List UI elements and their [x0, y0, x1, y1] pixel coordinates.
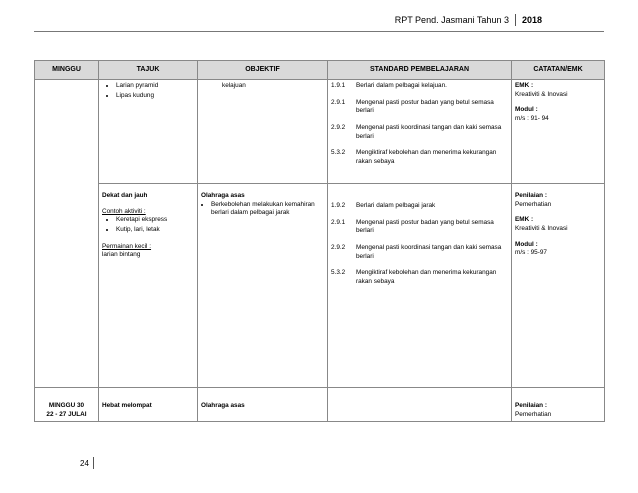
tajuk-cell — [99, 184, 198, 388]
standard-cell — [328, 184, 512, 388]
standard-item — [331, 269, 508, 286]
permainan-label: Permainan kecil : — [102, 242, 152, 250]
header-standard: STANDARD PEMBELAJARAN — [328, 61, 512, 80]
header-tajuk: TAJUK — [99, 61, 198, 80]
header-year: 2018 — [521, 15, 542, 25]
standard-code: 2.9.1 — [331, 98, 346, 106]
standard-item — [331, 149, 508, 166]
minggu-cell-empty — [35, 80, 99, 388]
standard-item — [331, 219, 508, 236]
header-objektif: OBJEKTIF — [198, 61, 328, 80]
emk-label: EMK : — [515, 216, 534, 224]
objektif-title: Olahraga asas — [201, 192, 245, 199]
standard-text: Mengenal pasti postur badan yang betul semasa berlari — [356, 218, 494, 235]
standard-code: 5.3.2 — [331, 269, 346, 277]
standard-text: Mengenal pasti koordinasi tangan dan kaki semasa berlari — [356, 123, 502, 140]
tajuk-title: Hebat melompat — [102, 402, 152, 409]
standard-text: Berlari dalam pelbagai kelajuan. — [356, 82, 447, 89]
standard-code: 2.9.2 — [331, 123, 346, 131]
header-rule — [34, 31, 604, 32]
modul-label: Modul : — [515, 240, 538, 248]
penilaian-label: Penilaian : — [515, 402, 547, 409]
permainan-value: larian bintang — [102, 251, 141, 259]
standard-code: 5.3.2 — [331, 149, 346, 157]
standard-text: Mengiktiraf kebolehan dan menerima kekurangan rakan sebaya — [356, 149, 497, 165]
minggu-number: MINGGU 30 — [48, 402, 85, 409]
aktiviti-label: Contoh aktiviti : — [102, 207, 146, 215]
standard-code: 1.9.1 — [331, 82, 346, 89]
header-catatan: CATATAN/EMK — [512, 61, 605, 80]
page-number: 24 — [80, 458, 89, 468]
table-row — [35, 80, 605, 184]
catatan-cell — [512, 184, 605, 388]
standard-item — [331, 202, 508, 211]
tajuk-cell — [99, 80, 198, 184]
standard-text: Berlari dalam pelbagai jarak — [356, 202, 436, 209]
list-item: • Lipas kudung — [116, 92, 194, 101]
penilaian-value: Pemerhatian — [515, 410, 552, 418]
table-row — [35, 388, 605, 422]
standard-cell — [328, 388, 512, 422]
emk-label: EMK : — [515, 82, 534, 89]
objektif-text: kelajuan — [222, 82, 246, 89]
emk-value: Kreativiti & Inovasi — [515, 224, 568, 232]
catatan-cell — [512, 80, 605, 184]
objektif-cell — [198, 80, 328, 184]
standard-code: 2.9.1 — [331, 218, 346, 226]
standard-item — [331, 82, 508, 91]
catatan-cell — [512, 388, 605, 422]
tajuk-cell — [99, 388, 198, 422]
list-item: • Larian pyramid — [116, 82, 194, 91]
page-header — [395, 14, 542, 26]
standard-item — [331, 99, 508, 116]
header-title: RPT Pend. Jasmani Tahun 3 — [394, 15, 509, 25]
list-item: • Kutip, lari, letak — [116, 226, 194, 235]
standard-item — [331, 244, 508, 261]
footer-separator — [93, 457, 94, 469]
standard-text: Mengenal pasti postur badan yang betul semasa berlari — [356, 98, 494, 115]
minggu-dates: 22 - 27 JULAI — [46, 410, 87, 418]
table-header-row — [35, 61, 605, 80]
objektif-cell — [198, 184, 328, 388]
list-item: • Berkebolehan melakukan kemahiran berlari dalam pelbagai jarak — [211, 201, 324, 218]
standard-text: Mengenal pasti koordinasi tangan dan kaki semasa berlari — [356, 243, 502, 260]
emk-value: Kreativiti & Inovasi — [515, 90, 568, 98]
modul-value: m/s : 91- 94 — [515, 114, 549, 122]
standard-code: 2.9.2 — [331, 243, 346, 251]
objektif-cell — [198, 388, 328, 422]
page-footer — [80, 457, 94, 469]
tajuk-title: Dekat dan jauh — [102, 192, 148, 199]
objektif-title: Olahraga asas — [201, 402, 245, 409]
standard-text: Mengiktiraf kebolehan dan menerima kekurangan rakan sebaya — [356, 269, 497, 285]
minggu-cell — [35, 388, 99, 422]
penilaian-value: Pemerhatian — [515, 200, 552, 208]
header-minggu: MINGGU — [35, 61, 99, 80]
table-row — [35, 184, 605, 388]
standard-code: 1.9.2 — [331, 202, 346, 209]
modul-value: m/s : 95-97 — [515, 249, 547, 257]
penilaian-label: Penilaian : — [515, 192, 547, 199]
standard-cell — [328, 80, 512, 184]
list-item: • Keretapi ekspress — [116, 216, 194, 225]
standard-item — [331, 124, 508, 141]
modul-label: Modul : — [515, 106, 538, 114]
rpt-table — [34, 60, 605, 422]
